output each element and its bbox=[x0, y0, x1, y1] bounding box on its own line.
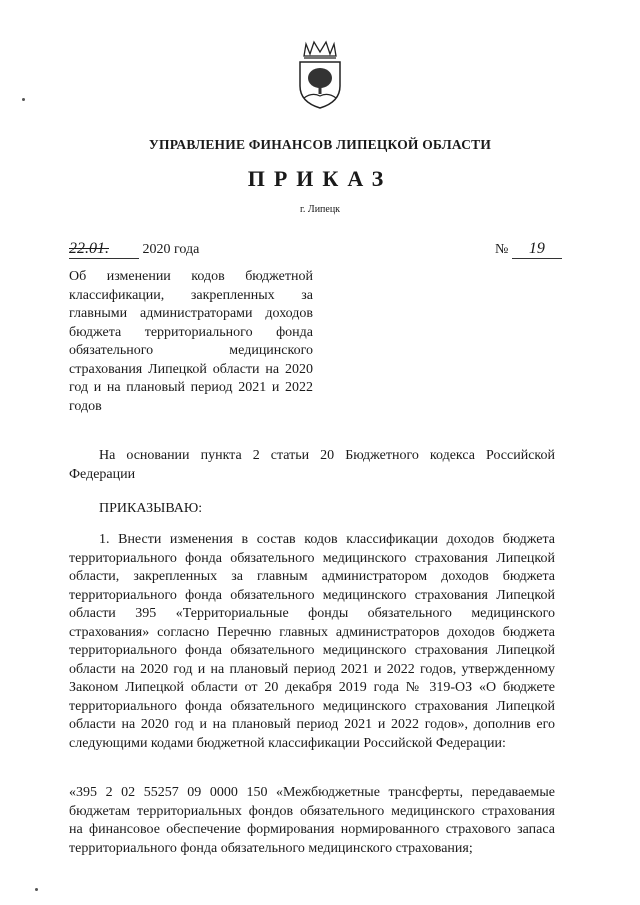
document-title: ПРИКАЗ bbox=[247, 166, 393, 191]
date-handwritten: 22.01. bbox=[69, 240, 139, 259]
basis-paragraph: На основании пункта 2 статьи 20 Бюджетного кодекса Российской Федерации bbox=[69, 448, 555, 482]
order-subject: Об изменении кодов бюджетной классификации, закрепленных за главными администраторами доходов бюджета территориального фонда обязательного медицинского страхования Липецкой области на 2020 год и на плановый период 2021 и 2022 годов bbox=[69, 269, 313, 414]
city-label: г. Липецк bbox=[299, 204, 341, 215]
order-word: ПРИКАЗЫВАЮ: bbox=[99, 501, 203, 516]
scan-speck bbox=[22, 98, 25, 101]
code-entry-paragraph: «395 2 02 55257 09 0000 150 «Межбюджетные трансферты, передаваемые бюджетам территориальных фондов обязательного медицинского страхования на финансовое обеспечение формирования нормированного страхового запаса территориального фонда обязательного медицинского страхования; bbox=[69, 785, 555, 856]
number-handwritten: 19 bbox=[512, 240, 562, 259]
scan-speck bbox=[35, 888, 38, 891]
date-suffix: 2020 года bbox=[142, 242, 200, 257]
date-line bbox=[69, 240, 199, 259]
number-prefix: № bbox=[495, 242, 509, 257]
order-number bbox=[495, 240, 562, 259]
item-1-paragraph: 1. Внести изменения в состав кодов классификации доходов бюджета территориального фонда обязательного медицинского страхования Липецкой области, закрепленных за главным администратором доходов бюджета территориального фонда обязательного медицинского страхования Липецкой области 395 «Территориальные фонды обязательного медицинского страхования» согласно Перечню главных администраторов доходов бюджета территориального фонда обязательного медицинского страхования Липецкой области на 2020 год и на плановый период 2021 и 2022 годов, утвержденному Законом Липецкой области от 20 декабря 2019 года № 319-ОЗ «О бюджете территориального фонда обязательного медицинского страхования Липецкой области на 2020 год и на плановый период 2021 и 2022 годов», дополнив его следующими кодами бюджетной классификации Российской Федерации: bbox=[69, 532, 555, 751]
coat-of-arms-emblem bbox=[292, 40, 348, 110]
organization-name: УПРАВЛЕНИЕ ФИНАНСОВ ЛИПЕЦКОЙ ОБЛАСТИ bbox=[148, 137, 492, 152]
